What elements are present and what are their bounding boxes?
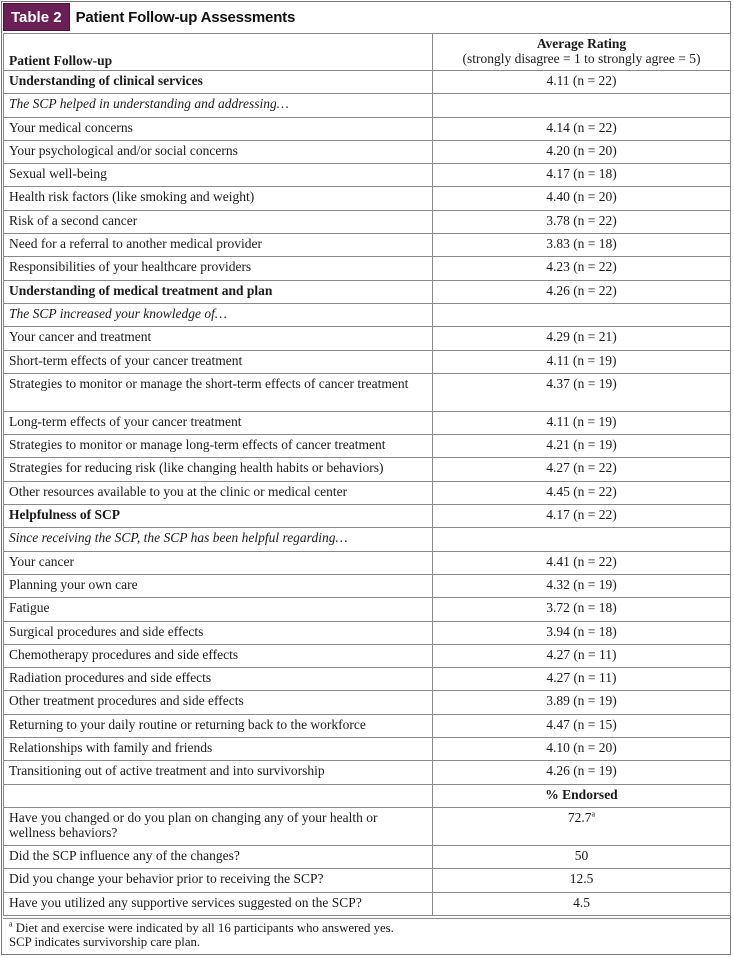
table-row xyxy=(4,210,731,233)
table-row xyxy=(4,94,731,117)
row-value-text: 4.27 (n = 22) xyxy=(546,460,617,476)
row-value-text: 4.47 (n = 15) xyxy=(546,716,617,732)
assessment-table xyxy=(3,33,731,916)
row-value xyxy=(433,71,731,94)
footnote-scp: SCP indicates survivorship care plan. xyxy=(9,935,201,949)
table-row xyxy=(4,668,731,691)
table-row xyxy=(4,551,731,574)
header-rating-scale: (strongly disagree = 1 to strongly agree = 5) xyxy=(462,51,701,66)
row-label: Understanding of medical treatment and plan xyxy=(4,280,433,303)
row-value xyxy=(433,327,731,350)
table-row xyxy=(4,303,731,326)
row-label: Responsibilities of your healthcare providers xyxy=(4,257,433,280)
table-header-row xyxy=(4,34,731,71)
table-row xyxy=(4,845,731,868)
row-value-text: 4.11 (n = 19) xyxy=(546,413,617,429)
row-value xyxy=(433,458,731,481)
table-row xyxy=(4,234,731,257)
row-value xyxy=(433,164,731,187)
row-value xyxy=(433,94,731,117)
header-average-rating xyxy=(433,34,731,71)
row-value xyxy=(433,234,731,257)
table-row xyxy=(4,691,731,714)
row-label: The SCP increased your knowledge of… xyxy=(4,303,433,326)
row-value xyxy=(433,117,731,140)
row-label: Since receiving the SCP, the SCP has been helpful regarding… xyxy=(4,528,433,551)
row-value xyxy=(433,435,731,458)
row-value-text: 4.45 (n = 22) xyxy=(546,483,617,499)
table-row xyxy=(4,327,731,350)
row-value-text: 4.26 (n = 22) xyxy=(546,282,617,298)
row-label: Strategies to monitor or manage long-term effects of cancer treatment xyxy=(4,435,433,458)
table-row xyxy=(4,257,731,280)
row-label: Chemotherapy procedures and side effects xyxy=(4,644,433,667)
row-label: Surgical procedures and side effects xyxy=(4,621,433,644)
table-row xyxy=(4,71,731,94)
row-value xyxy=(433,784,731,807)
row-label: Have you changed or do you plan on changing any of your health or wellness behaviors? xyxy=(4,807,433,845)
row-value xyxy=(433,528,731,551)
row-value-text: 4.11 (n = 22) xyxy=(546,73,617,88)
row-label: Planning your own care xyxy=(4,574,433,597)
table-row xyxy=(4,435,731,458)
row-value-text: 4.37 (n = 19) xyxy=(546,375,617,391)
row-value xyxy=(433,411,731,434)
row-label: Other resources available to you at the clinic or medical center xyxy=(4,481,433,504)
row-value xyxy=(433,303,731,326)
table-row xyxy=(4,505,731,528)
row-value-text: 4.29 (n = 21) xyxy=(546,329,617,345)
table-row xyxy=(4,117,731,140)
row-label: Your medical concerns xyxy=(4,117,433,140)
table-row xyxy=(4,761,731,784)
row-value-text: 4.27 (n = 11) xyxy=(546,670,617,686)
row-label: Radiation procedures and side effects xyxy=(4,668,433,691)
row-value xyxy=(433,807,731,845)
table-row xyxy=(4,869,731,892)
row-label: Your psychological and/or social concerns xyxy=(4,140,433,163)
row-value-text: % Endorsed xyxy=(545,786,618,802)
row-value-text: 3.94 (n = 18) xyxy=(546,623,617,639)
table-row xyxy=(4,280,731,303)
row-value xyxy=(433,481,731,504)
row-value xyxy=(433,598,731,621)
table-row xyxy=(4,140,731,163)
row-value xyxy=(433,574,731,597)
row-label: Did you change your behavior prior to receiving the SCP? xyxy=(4,869,433,892)
footnote-a xyxy=(9,921,724,935)
row-value xyxy=(433,714,731,737)
table-row xyxy=(4,892,731,915)
table-title: Patient Follow-up Assessments xyxy=(75,8,296,26)
row-label: The SCP helped in understanding and addressing… xyxy=(4,94,433,117)
footnote-marker: a xyxy=(591,809,596,819)
row-label: Your cancer and treatment xyxy=(4,327,433,350)
row-value xyxy=(433,280,731,303)
row-value-text: 4.23 (n = 22) xyxy=(546,259,617,275)
table-row xyxy=(4,598,731,621)
row-value-text: 4.14 (n = 22) xyxy=(546,119,617,135)
row-value xyxy=(433,140,731,163)
table-row xyxy=(4,350,731,373)
row-label: Strategies to monitor or manage the short-term effects of cancer treatment xyxy=(4,373,433,411)
row-value xyxy=(433,505,731,528)
row-value-text: 4.17 (n = 22) xyxy=(546,507,617,523)
table-row xyxy=(4,784,731,807)
row-label: Your cancer xyxy=(4,551,433,574)
table-title-bar xyxy=(3,3,729,31)
row-value xyxy=(433,621,731,644)
row-value-text: 3.78 (n = 22) xyxy=(546,212,617,228)
header-patient-follow-up: Patient Follow-up xyxy=(4,34,433,71)
table-row xyxy=(4,644,731,667)
row-value-text: 4.40 (n = 20) xyxy=(546,189,617,205)
row-value xyxy=(433,210,731,233)
row-value xyxy=(433,187,731,210)
row-value xyxy=(433,761,731,784)
row-value-text: 4.26 (n = 19) xyxy=(546,763,617,779)
row-value xyxy=(433,257,731,280)
row-value xyxy=(433,691,731,714)
row-label: Have you utilized any supportive services suggested on the SCP? xyxy=(4,892,433,915)
table-row xyxy=(4,187,731,210)
row-label: Fatigue xyxy=(4,598,433,621)
row-label: Relationships with family and friends xyxy=(4,738,433,761)
row-value-text: 72.7 xyxy=(567,809,592,825)
row-value xyxy=(433,644,731,667)
table-row xyxy=(4,528,731,551)
row-value xyxy=(433,738,731,761)
row-value xyxy=(433,845,731,868)
row-label: Sexual well-being xyxy=(4,164,433,187)
row-value-text: 4.17 (n = 18) xyxy=(546,166,617,182)
row-label: Understanding of clinical services xyxy=(4,71,433,94)
row-label: Risk of a second cancer xyxy=(4,210,433,233)
table-row xyxy=(4,373,731,411)
table-row xyxy=(4,574,731,597)
row-value-text: 4.32 (n = 19) xyxy=(546,576,617,592)
table-footnotes xyxy=(3,918,730,951)
footnote-a-marker: a xyxy=(9,919,13,929)
table-row xyxy=(4,411,731,434)
row-label: Long-term effects of your cancer treatment xyxy=(4,411,433,434)
row-label: Strategies for reducing risk (like changing health habits or behaviors) xyxy=(4,458,433,481)
table-row xyxy=(4,458,731,481)
row-value xyxy=(433,668,731,691)
table-body xyxy=(4,71,731,916)
row-value xyxy=(433,350,731,373)
row-value-text: 4.11 (n = 19) xyxy=(546,352,617,368)
row-value-text: 3.83 (n = 18) xyxy=(546,236,617,252)
row-value-text: 4.20 (n = 20) xyxy=(546,142,617,158)
table-row xyxy=(4,164,731,187)
footnote-a-text: Diet and exercise were indicated by all 16 participants who answered yes. xyxy=(12,921,394,935)
row-label: Need for a referral to another medical provider xyxy=(4,234,433,257)
row-value-text: 4.41 (n = 22) xyxy=(546,553,617,569)
row-value-text: 4.5 xyxy=(573,894,590,910)
table-row xyxy=(4,738,731,761)
row-label: Did the SCP influence any of the changes? xyxy=(4,845,433,868)
row-value-text: 4.27 (n = 11) xyxy=(546,646,617,662)
row-value-text: 12.5 xyxy=(569,871,594,887)
table-label: Table 2 xyxy=(3,3,70,31)
row-value xyxy=(433,869,731,892)
row-label: Other treatment procedures and side effects xyxy=(4,691,433,714)
table-row xyxy=(4,807,731,845)
row-value-text: 3.72 (n = 18) xyxy=(546,600,617,616)
header-average-rating-title: Average Rating xyxy=(536,36,627,51)
row-label: Short-term effects of your cancer treatment xyxy=(4,350,433,373)
row-label xyxy=(4,784,433,807)
row-value-text: 4.21 (n = 19) xyxy=(546,437,617,453)
row-value-text: 50 xyxy=(574,847,589,863)
table-row xyxy=(4,481,731,504)
row-value-text: 3.89 (n = 19) xyxy=(546,693,617,709)
row-label: Helpfulness of SCP xyxy=(4,505,433,528)
row-value xyxy=(433,373,731,411)
row-value-text: 4.10 (n = 20) xyxy=(546,740,617,756)
row-label: Transitioning out of active treatment and into survivorship xyxy=(4,761,433,784)
row-value xyxy=(433,892,731,915)
table-row xyxy=(4,714,731,737)
row-label: Returning to your daily routine or returning back to the workforce xyxy=(4,714,433,737)
row-label: Health risk factors (like smoking and weight) xyxy=(4,187,433,210)
row-value xyxy=(433,551,731,574)
table-row xyxy=(4,621,731,644)
